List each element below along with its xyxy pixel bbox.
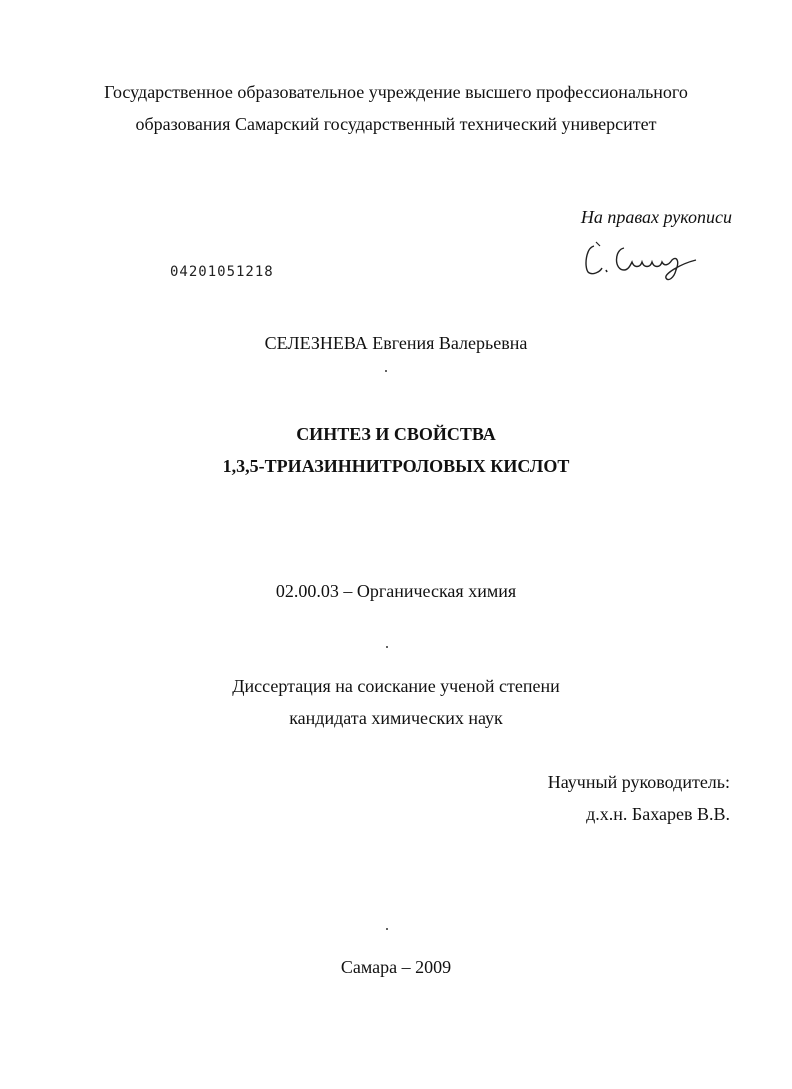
specialty-code: 02.00.03 – Органическая химия (275, 581, 517, 601)
title-line-2: 1,3,5-ТРИАЗИННИТРОЛОВЫХ КИСЛОТ (222, 456, 570, 476)
institution-line-2: образования Самарский государственный технический университет (135, 114, 657, 134)
dissertation-line-1: Диссертация на соискание ученой степени (232, 676, 560, 696)
scan-dot (385, 370, 387, 372)
handwritten-signature (580, 238, 700, 282)
document-number: 04201051218 (170, 264, 274, 280)
city-year: Самара – 2009 (340, 957, 452, 977)
scan-dot (386, 646, 388, 648)
supervisor-label: Научный руководитель: (547, 772, 730, 792)
title-line-1: СИНТЕЗ И СВОЙСТВА (296, 424, 496, 444)
author-name: СЕЛЕЗНЕВА Евгения Валерьевна (264, 333, 528, 353)
rights-note: На правах рукописи (580, 207, 732, 227)
institution-line-1: Государственное образовательное учреждение высшего профессионального (104, 82, 688, 102)
dissertation-line-2: кандидата химических наук (289, 708, 503, 728)
supervisor-name: д.х.н. Бахарев В.В. (586, 804, 730, 824)
scan-dot (386, 928, 388, 930)
